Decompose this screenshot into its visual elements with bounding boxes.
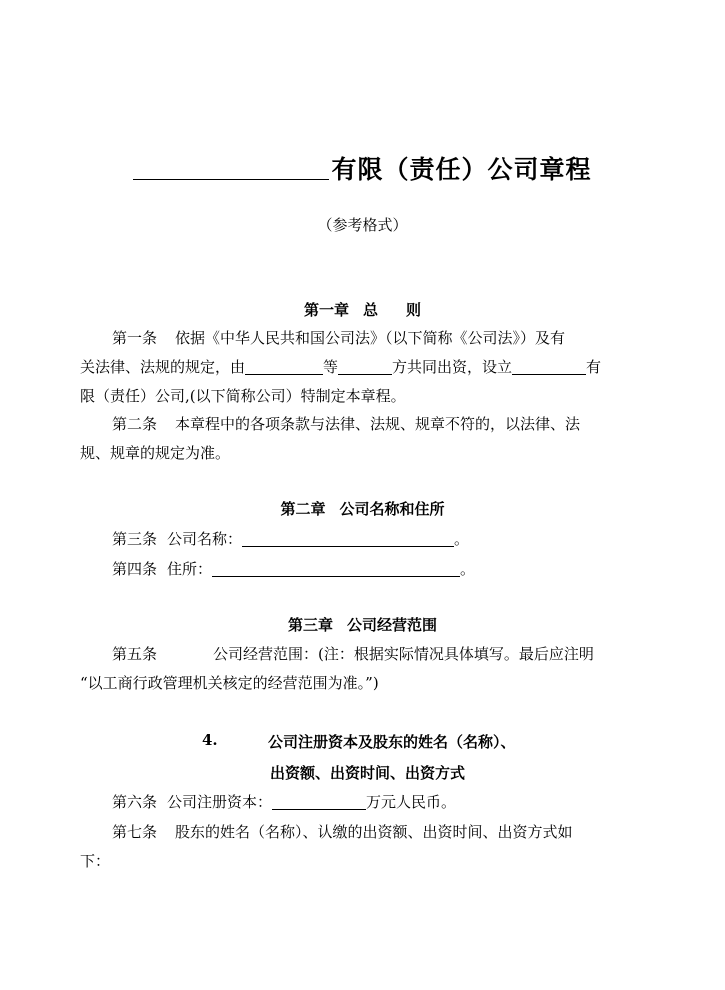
article-7-line-1 xyxy=(112,818,573,847)
article-1-text-2c: 方共同出资，设立 xyxy=(392,358,513,376)
document-title xyxy=(0,150,725,186)
article-1-line-3: 限（责任）公司,(以下简称公司）特制定本章程。 xyxy=(80,387,406,405)
article-5-label: 第五条 xyxy=(112,645,158,663)
article-4-label: 第四条 xyxy=(112,560,158,578)
article-7-text-1: 股东的姓名（名称）、认缴的出资额、出资时间、出资方式如 xyxy=(175,823,573,841)
registered-capital-field xyxy=(272,791,366,810)
article-4-line xyxy=(112,555,475,584)
company-name-field xyxy=(242,528,454,547)
article-6-line xyxy=(112,788,456,817)
section-4-title-line-2: 出资额、出资时间、出资方式 xyxy=(270,764,466,782)
section-4-number: 4. xyxy=(202,731,218,749)
shareholder-blank-1 xyxy=(245,356,323,375)
chapter-2-title: 公司名称和住所 xyxy=(339,500,445,518)
article-6-label: 第六条 xyxy=(112,793,158,811)
chapter-1-heading xyxy=(0,299,725,320)
article-1-text-2a: 关法律、法规的规定，由 xyxy=(80,358,246,376)
article-1-label: 第一条 xyxy=(112,329,158,347)
article-1-text-2d: 有 xyxy=(586,358,602,376)
article-2-line-1 xyxy=(80,410,580,439)
article-5-line-2: “以工商行政管理机关核定的经营范围为准。”) xyxy=(80,674,379,692)
title-text: 有限（责任）公司章程 xyxy=(331,155,592,184)
address-field xyxy=(212,558,460,577)
shareholder-blank-2 xyxy=(338,356,392,375)
chapter-3-label: 第三章 xyxy=(287,616,333,634)
article-7-line-2: 下： xyxy=(80,852,111,870)
article-3-label: 第三条 xyxy=(112,530,158,548)
article-6-end: 万元人民币。 xyxy=(366,793,457,811)
article-3-line xyxy=(112,525,469,554)
chapter-1-word-2: 则 xyxy=(406,301,422,319)
article-1-text-1: 依据《中华人民共和国公司法》（以下简称《公司法》）及有 xyxy=(175,329,566,347)
chapter-1-label: 第一章 xyxy=(303,301,349,319)
article-5-line-1 xyxy=(112,640,594,669)
article-2-line-2: 规、规章的规定为准。 xyxy=(80,444,231,462)
company-blank xyxy=(512,356,586,375)
article-5-text-1: 公司经营范围：(注：根据实际情况具体填写。最后应注明 xyxy=(213,645,594,663)
company-name-blank xyxy=(133,153,329,180)
chapter-3-heading xyxy=(0,614,725,635)
article-7-label: 第七条 xyxy=(112,823,158,841)
chapter-3-title: 公司经营范围 xyxy=(347,616,438,634)
article-3-text: 公司名称： xyxy=(167,530,243,548)
article-2-text-1: 本章程中的各项条款与法律、法规、规章不符的，以法律、法 xyxy=(175,415,581,433)
article-3-end: 。 xyxy=(454,530,470,548)
article-1-line-1 xyxy=(80,324,565,353)
chapter-2-label: 第二章 xyxy=(280,500,326,518)
article-1-text-2b: 等 xyxy=(323,358,339,376)
article-1-line-2 xyxy=(80,353,601,382)
chapter-1-word-1: 总 xyxy=(362,301,378,319)
article-4-text: 住所： xyxy=(167,560,213,578)
section-4-title-line-1: 公司注册资本及股东的姓名（名称）、 xyxy=(268,733,516,751)
chapter-2-heading xyxy=(0,498,725,519)
document-subtitle: （参考格式） xyxy=(317,216,408,234)
article-6-text: 公司注册资本： xyxy=(167,793,273,811)
article-4-end: 。 xyxy=(460,560,476,578)
article-2-label: 第二条 xyxy=(112,415,158,433)
